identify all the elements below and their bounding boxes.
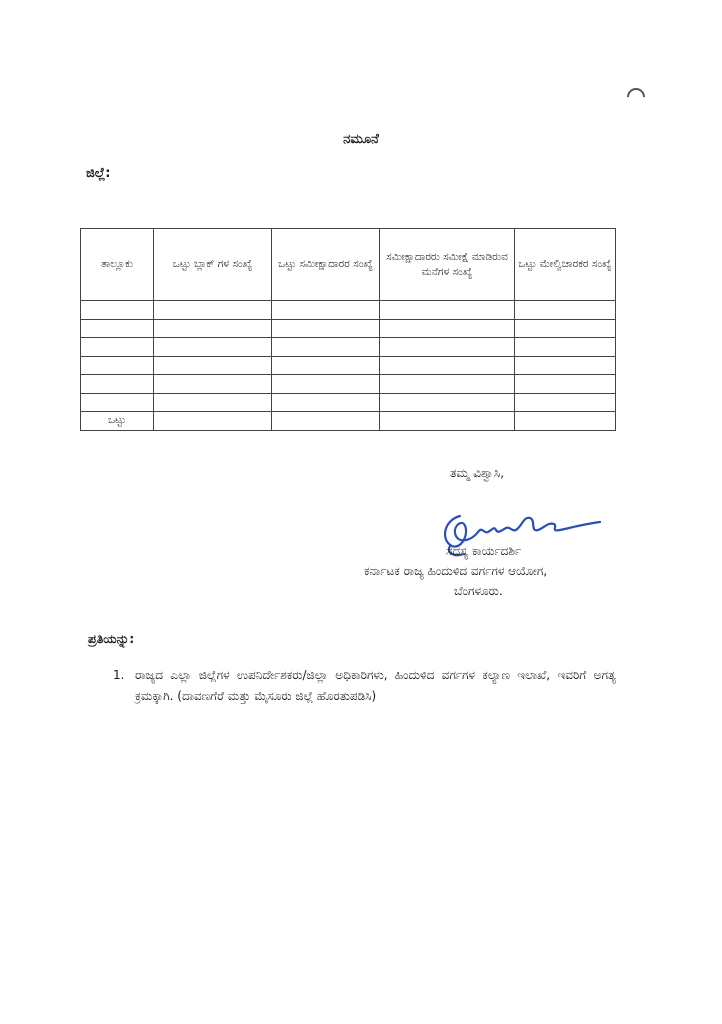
table-header-row [81,229,616,301]
list-item [113,665,616,707]
table-cell [380,375,515,394]
table-row [81,319,616,338]
header-total-blocks: ಒಟ್ಟು ಬ್ಲಾಕ್ ಗಳ ಸಂಖ್ಯೆ [154,229,272,301]
table-cell [380,356,515,375]
list-item-number: 1. [113,668,125,682]
table-cell [154,375,272,394]
total-label: ಒಟ್ಟು [81,412,154,431]
table-cell [154,301,272,320]
table-total-row [81,412,616,431]
table-cell [272,375,380,394]
header-taluk: ತಾಲ್ಲೂಕು [81,229,154,301]
list-item-text: ರಾಜ್ಯದ ಎಲ್ಲಾ ಜಿಲ್ಲೆಗಳ ಉಪನಿರ್ದೇಶಕರು/ಜಿಲ್ಲಾ ಅಧಿಕಾರಿಗಳು, ಹಿಂದುಳಿದ ವರ್ಗಗಳ ಕಲ್ಯಾಣ ಇಲಾಖೆ, ಇವರಿಗೆ ಅಗತ್ಯ ಕ್ರಮಕ್ಕಾಗಿ. (ದಾವಣಗೆರೆ ಮತ್ತು ಮೈಸೂರು ಜಿಲ್ಲೆ ಹೊರತುಪಡಿಸಿ) [135,668,616,703]
table-row [81,338,616,357]
header-total-enumerators: ಒಟ್ಟು ಸಮೀಕ್ಷಾದಾರರ ಸಂಖ್ಯೆ [272,229,380,301]
commission-name: ಕರ್ನಾಟಕ ರಾಜ್ಯ ಹಿಂದುಳಿದ ವರ್ಗಗಳ ಆಯೋಗ, [364,564,548,578]
table-cell [515,338,616,357]
table-row [81,356,616,375]
table-cell [154,356,272,375]
table-cell [515,356,616,375]
punch-hole-mark [623,84,648,109]
table-cell [272,412,380,431]
table-cell [81,375,154,394]
table-row [81,301,616,320]
district-label: ಜಿಲ್ಲೆ: [86,166,111,181]
designation: ಸದಸ್ಯ ಕಾರ್ಯದರ್ಶಿ [446,544,522,558]
form-title: ನಮೂನೆ [343,132,379,147]
table-cell [154,338,272,357]
table-cell [81,338,154,357]
table-cell [272,356,380,375]
table-cell [154,393,272,412]
table-row [81,393,616,412]
table-cell [515,412,616,431]
table-cell [272,393,380,412]
copy-to-heading: ಪ್ರತಿಯನ್ನು: [88,631,135,646]
table-cell [272,319,380,338]
table-cell [515,301,616,320]
city-name: ಬೆಂಗಳೂರು. [454,584,503,598]
table-cell [380,319,515,338]
table-cell [154,319,272,338]
table-cell [154,412,272,431]
table-cell [81,301,154,320]
table-row [81,375,616,394]
table-cell [380,301,515,320]
table-cell [515,393,616,412]
closing-regards: ತಮ್ಮ ವಿಶ್ವಾಸಿ, [450,466,505,480]
table-cell [81,319,154,338]
table-cell [81,393,154,412]
table-cell [272,301,380,320]
table-cell [515,375,616,394]
report-table [80,228,616,431]
table-cell [272,338,380,357]
table-cell [380,393,515,412]
table-cell [380,412,515,431]
header-houses-surveyed: ಸಮೀಕ್ಷಾದಾರರು ಸಮೀಕ್ಷೆ ಮಾಡಿರುವ ಮನೆಗಳ ಸಂಖ್ಯೆ [380,229,515,301]
table-cell [81,356,154,375]
header-total-supervisors: ಒಟ್ಟು ಮೇಲ್ವಿಚಾರಕರ ಸಂಖ್ಯೆ [515,229,616,301]
table-cell [515,319,616,338]
table-cell [380,338,515,357]
